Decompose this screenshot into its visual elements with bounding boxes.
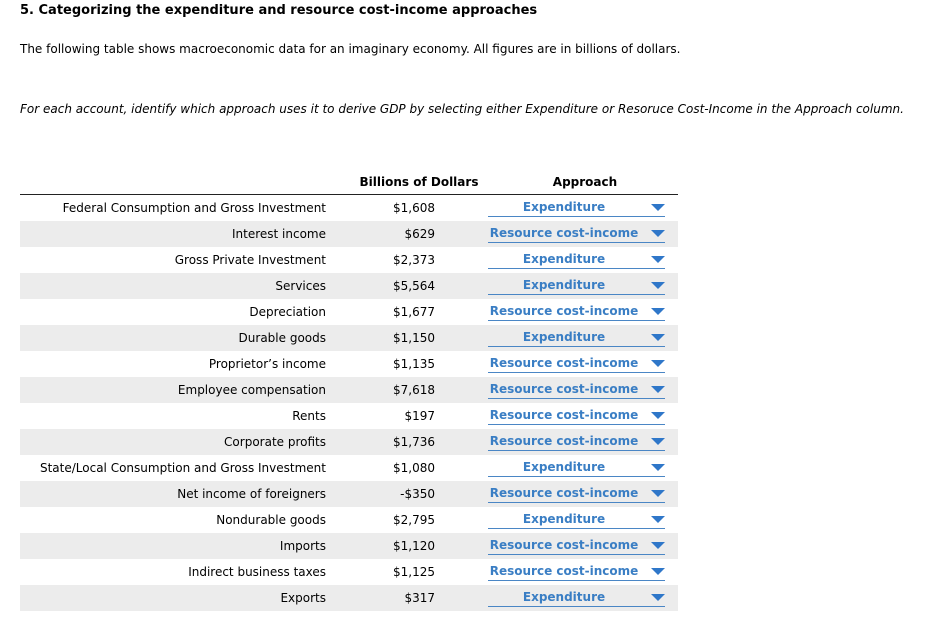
approach-selected-value: Expenditure bbox=[522, 590, 606, 604]
approach-selected-value: Expenditure bbox=[522, 278, 606, 292]
account-label: Nondurable goods bbox=[216, 513, 326, 527]
account-label: Gross Private Investment bbox=[174, 253, 326, 267]
account-label: Corporate profits bbox=[224, 435, 326, 449]
approach-dropdown[interactable] bbox=[488, 562, 665, 581]
approach-dropdown[interactable] bbox=[488, 354, 665, 373]
question-title: 5. Categorizing the expenditure and resource cost-income approaches bbox=[20, 3, 538, 18]
approach-dropdown[interactable] bbox=[488, 328, 665, 347]
triangle-down-icon[interactable] bbox=[651, 282, 665, 289]
account-label: Durable goods bbox=[238, 331, 326, 345]
triangle-down-icon[interactable] bbox=[651, 594, 665, 601]
table-row bbox=[20, 507, 678, 533]
approach-dropdown[interactable] bbox=[488, 536, 665, 555]
approach-dropdown[interactable] bbox=[488, 302, 665, 321]
approach-selected-value: Resource cost-income bbox=[489, 434, 639, 448]
account-value: $1,608 bbox=[393, 201, 435, 215]
triangle-down-icon[interactable] bbox=[651, 308, 665, 315]
triangle-down-icon[interactable] bbox=[651, 334, 665, 341]
table-row bbox=[20, 585, 678, 611]
triangle-down-icon[interactable] bbox=[651, 256, 665, 263]
intro-text: The following table shows macroeconomic data for an imaginary economy. All figures are in billions of dollars. bbox=[20, 42, 681, 56]
table-row bbox=[20, 247, 678, 273]
triangle-down-icon[interactable] bbox=[651, 438, 665, 445]
account-value: $1,080 bbox=[393, 461, 435, 475]
approach-selected-value: Resource cost-income bbox=[489, 564, 639, 578]
approach-dropdown[interactable] bbox=[488, 380, 665, 399]
account-label: Imports bbox=[279, 539, 326, 553]
account-value: $1,150 bbox=[393, 331, 435, 345]
table-row bbox=[20, 325, 678, 351]
account-label: Indirect business taxes bbox=[188, 565, 326, 579]
table-header bbox=[20, 170, 678, 195]
table-body bbox=[20, 195, 678, 611]
triangle-down-icon[interactable] bbox=[651, 568, 665, 575]
table-row bbox=[20, 481, 678, 507]
approach-selected-value: Expenditure bbox=[522, 460, 606, 474]
triangle-down-icon[interactable] bbox=[651, 412, 665, 419]
table-row bbox=[20, 533, 678, 559]
table-row bbox=[20, 403, 678, 429]
triangle-down-icon[interactable] bbox=[651, 542, 665, 549]
account-value: $2,795 bbox=[393, 513, 435, 527]
approach-selected-value: Expenditure bbox=[522, 200, 606, 214]
triangle-down-icon[interactable] bbox=[651, 360, 665, 367]
approach-selected-value: Resource cost-income bbox=[489, 486, 639, 500]
triangle-down-icon[interactable] bbox=[651, 516, 665, 523]
account-value: -$350 bbox=[400, 487, 435, 501]
account-label: State/Local Consumption and Gross Investment bbox=[39, 461, 326, 475]
triangle-down-icon[interactable] bbox=[651, 464, 665, 471]
table-row bbox=[20, 195, 678, 221]
header-approach: Approach bbox=[552, 175, 618, 189]
approach-dropdown[interactable] bbox=[488, 406, 665, 425]
account-label: Exports bbox=[280, 591, 326, 605]
approach-selected-value: Resource cost-income bbox=[489, 304, 639, 318]
account-label: Net income of foreigners bbox=[177, 487, 326, 501]
approach-selected-value: Resource cost-income bbox=[489, 538, 639, 552]
account-label: Depreciation bbox=[249, 305, 326, 319]
table-row bbox=[20, 351, 678, 377]
account-value: $7,618 bbox=[393, 383, 435, 397]
header-billions: Billions of Dollars bbox=[359, 175, 479, 189]
approach-dropdown[interactable] bbox=[488, 224, 665, 243]
account-label: Federal Consumption and Gross Investment bbox=[62, 201, 326, 215]
approach-dropdown[interactable] bbox=[488, 276, 665, 295]
account-value: $629 bbox=[404, 227, 435, 241]
approach-selected-value: Resource cost-income bbox=[489, 408, 639, 422]
approach-selected-value: Expenditure bbox=[522, 512, 606, 526]
instruction-text: For each account, identify which approach uses it to derive GDP by selecting either Expenditure or Resoruce Cost-Income in the Approach column. bbox=[20, 102, 904, 116]
data-table bbox=[20, 170, 678, 611]
table-row bbox=[20, 221, 678, 247]
account-value: $2,373 bbox=[393, 253, 435, 267]
account-value: $317 bbox=[404, 591, 435, 605]
triangle-down-icon[interactable] bbox=[651, 386, 665, 393]
table-row bbox=[20, 299, 678, 325]
account-value: $1,120 bbox=[393, 539, 435, 553]
account-label: Employee compensation bbox=[177, 383, 326, 397]
account-value: $1,677 bbox=[393, 305, 435, 319]
approach-dropdown[interactable] bbox=[488, 198, 665, 217]
approach-selected-value: Expenditure bbox=[522, 330, 606, 344]
approach-dropdown[interactable] bbox=[488, 250, 665, 269]
account-value: $1,135 bbox=[393, 357, 435, 371]
table-row bbox=[20, 377, 678, 403]
triangle-down-icon[interactable] bbox=[651, 204, 665, 211]
table-row bbox=[20, 429, 678, 455]
approach-dropdown[interactable] bbox=[488, 484, 665, 503]
account-value: $5,564 bbox=[393, 279, 435, 293]
approach-dropdown[interactable] bbox=[488, 510, 665, 529]
table-row bbox=[20, 559, 678, 585]
table-row bbox=[20, 273, 678, 299]
approach-selected-value: Resource cost-income bbox=[489, 356, 639, 370]
approach-dropdown[interactable] bbox=[488, 588, 665, 607]
triangle-down-icon[interactable] bbox=[651, 230, 665, 237]
account-label: Services bbox=[275, 279, 326, 293]
triangle-down-icon[interactable] bbox=[651, 490, 665, 497]
account-value: $1,736 bbox=[393, 435, 435, 449]
approach-dropdown[interactable] bbox=[488, 458, 665, 477]
table-row bbox=[20, 455, 678, 481]
approach-selected-value: Resource cost-income bbox=[489, 226, 639, 240]
account-label: Interest income bbox=[231, 227, 326, 241]
approach-selected-value: Expenditure bbox=[522, 252, 606, 266]
account-label: Rents bbox=[292, 409, 326, 423]
account-value: $1,125 bbox=[393, 565, 435, 579]
account-value: $197 bbox=[404, 409, 435, 423]
account-label: Proprietor’s income bbox=[208, 357, 326, 371]
approach-selected-value: Resource cost-income bbox=[489, 382, 639, 396]
approach-dropdown[interactable] bbox=[488, 432, 665, 451]
